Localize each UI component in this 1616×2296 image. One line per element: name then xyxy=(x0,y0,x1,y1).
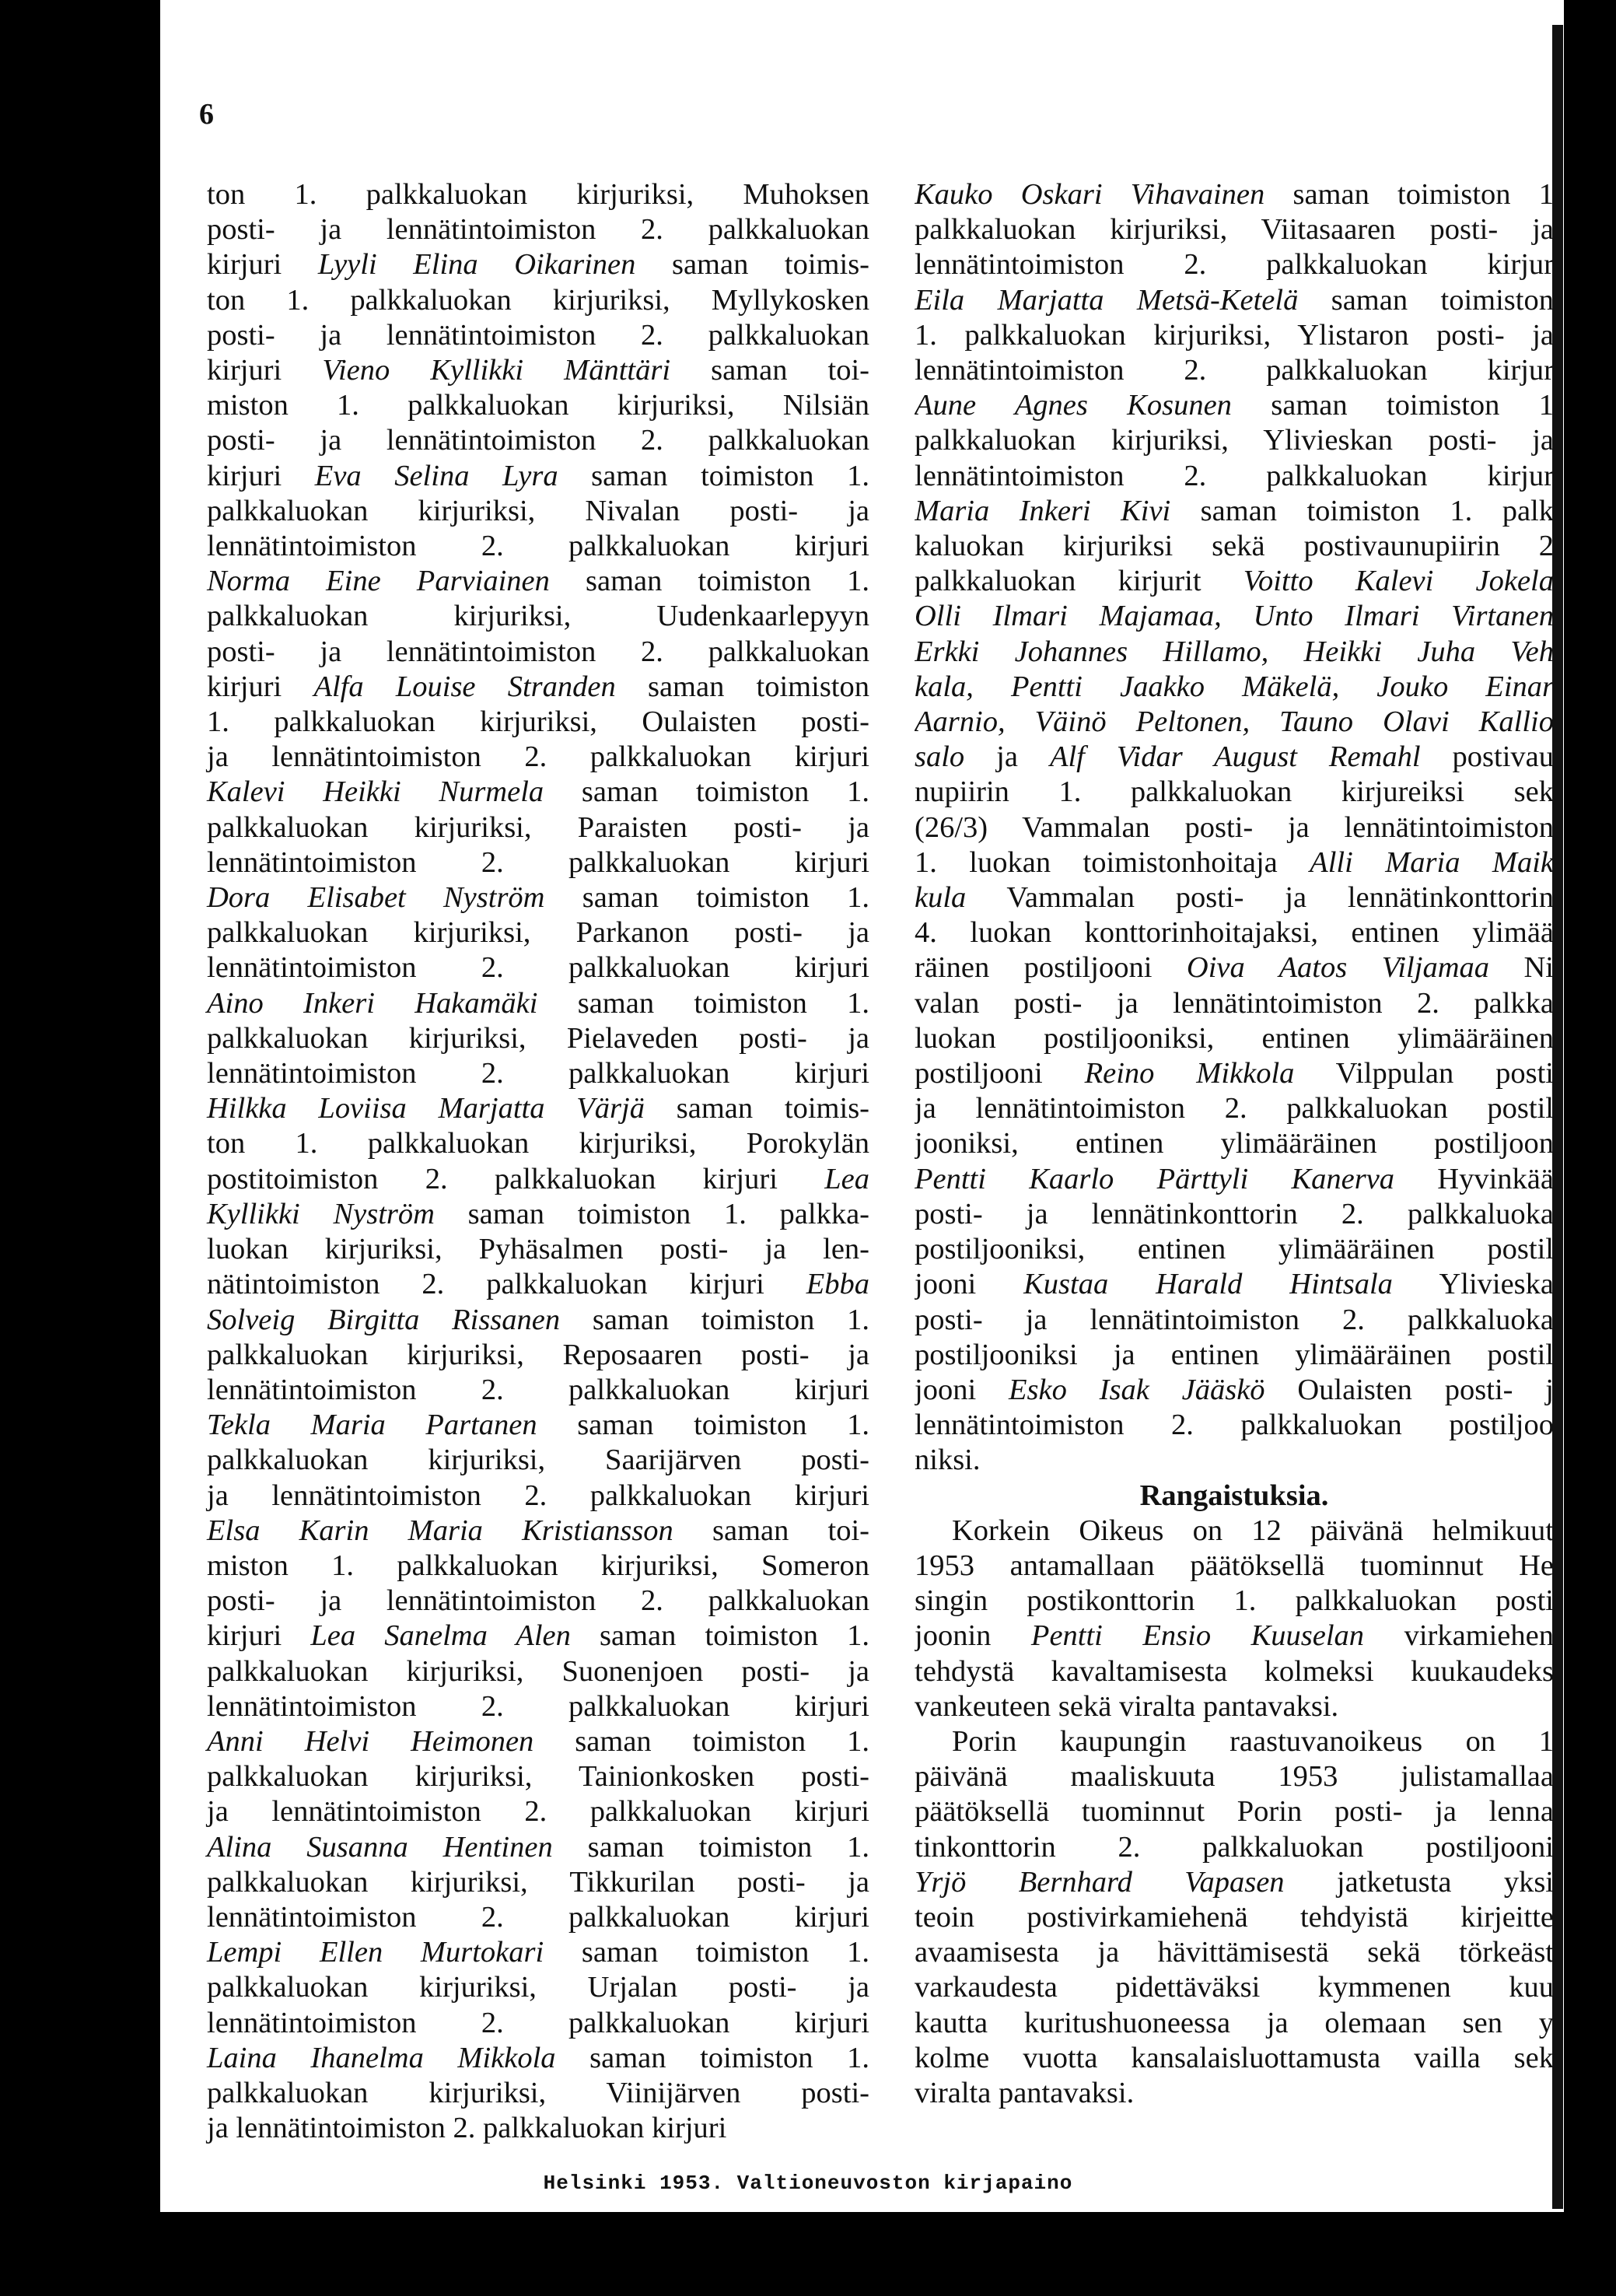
text-line: Eila Marjatta Metsä-Ketelä saman toimiston xyxy=(915,283,1554,317)
text-line: Anni Helvi Heimonen saman toimiston 1. xyxy=(207,1724,869,1758)
text-line: ton 1. palkkaluokan kirjuriksi, Myllykosken xyxy=(207,283,869,317)
text-line: 1. palkkaluokan kirjuriksi, Oulaisten posti- xyxy=(207,705,869,739)
text-line: varkaudesta pidettäväksi kymmenen kuu xyxy=(915,1971,1554,2004)
text-line: palkkaluokan kirjuriksi, Viinijärven posti- xyxy=(207,2076,869,2109)
text-line: päivänä maaliskuuta 1953 julistamallaa xyxy=(915,1760,1554,1794)
text-line: avaamisesta ja hävittämisestä sekä törkeäst xyxy=(915,1936,1554,1969)
text-line: Tekla Maria Partanen saman toimiston 1. xyxy=(207,1409,869,1442)
text-line: lennätintoimiston 2. palkkaluokan kirjuri xyxy=(207,845,869,879)
text-line: miston 1. palkkaluokan kirjuriksi, Nilsiän xyxy=(207,389,869,422)
text-line: lennätintoimiston 2. palkkaluokan kirjur xyxy=(915,248,1554,282)
text-line: Norma Eine Parviainen saman toimiston 1. xyxy=(207,565,869,598)
text-line: ton 1. palkkaluokan kirjuriksi, Porokylän xyxy=(207,1127,869,1160)
scan-border-right xyxy=(1564,0,1616,2296)
text-line: posti- ja lennätintoimiston 2. palkkaluokan xyxy=(207,635,869,668)
text-line: Maria Inkeri Kivi saman toimiston 1. palk xyxy=(915,494,1554,527)
text-line: ja lennätintoimiston 2. palkkaluokan kirjuri xyxy=(207,1795,869,1829)
text-line: kirjuri Alfa Louise Stranden saman toimiston xyxy=(207,670,870,703)
text-line: Solveig Birgitta Rissanen saman toimiston 1. xyxy=(207,1303,869,1336)
text-line: Yrjö Bernhard Vapasen jatketusta yksi xyxy=(915,1865,1554,1899)
text-line: miston 1. palkkaluokan kirjuriksi, Someron xyxy=(207,1549,869,1582)
text-line: Laina Ihanelma Mikkola saman toimiston 1. xyxy=(207,2041,869,2074)
text-line: lennätintoimiston 2. palkkaluokan kirjuri xyxy=(207,951,869,985)
text-line: palkkaluokan kirjuriksi, Paraisten posti- ja xyxy=(207,810,869,844)
text-line: kirjuri Eva Selina Lyra saman toimiston 1. xyxy=(207,459,869,492)
right-text-column xyxy=(915,177,1554,2111)
text-line: Alina Susanna Hentinen saman toimiston 1. xyxy=(207,1830,869,1864)
text-line: lennätintoimiston 2. palkkaluokan kirjur xyxy=(915,354,1554,387)
text-line: ja lennätintoimiston 2. palkkaluokan kirjuri xyxy=(207,2112,727,2145)
text-line: Aune Agnes Kosunen saman toimiston 1 xyxy=(915,389,1554,422)
text-line: kirjuri Lyyli Elina Oikarinen saman toimis- xyxy=(207,248,870,282)
text-line: Kyllikki Nyström saman toimiston 1. palkka- xyxy=(207,1197,870,1230)
text-line: Aarnio, Väinö Peltonen, Tauno Olavi Kallio xyxy=(915,705,1554,739)
text-line: Dora Elisabet Nyström saman toimiston 1. xyxy=(207,881,869,915)
text-line: kirjuri Lea Sanelma Alen saman toimiston 1. xyxy=(207,1619,869,1653)
text-line: kolme vuotta kansalaisluottamusta vailla sek xyxy=(915,2041,1554,2074)
text-line: Olli Ilmari Majamaa, Unto Ilmari Virtanen xyxy=(915,600,1554,633)
text-line: luokan postiljooniksi, entinen ylimääräinen xyxy=(915,1021,1554,1055)
text-line: posti- ja lennätinkonttorin 2. palkkaluoka xyxy=(915,1197,1554,1230)
text-line: postiljooniksi, entinen ylimääräinen postil xyxy=(915,1233,1554,1266)
scan-border-left xyxy=(0,0,160,2296)
text-line: nätintoimiston 2. palkkaluokan kirjuri Ebba xyxy=(207,1268,869,1301)
text-line: tehdystä kavaltamisesta kolmeksi kuukaudeks xyxy=(915,1654,1554,1688)
text-line: palkkaluokan kirjuriksi, Viitasaaren posti- ja xyxy=(915,213,1554,247)
text-line: lennätintoimiston 2. palkkaluokan kirjuri xyxy=(207,530,869,563)
text-line: palkkaluokan kirjuriksi, Nivalan posti- ja xyxy=(207,494,869,527)
text-line: kala, Pentti Jaakko Mäkelä, Jouko Einar xyxy=(915,670,1554,703)
text-line: palkkaluokan kirjuriksi, Ylivieskan posti- ja xyxy=(915,424,1554,457)
text-line: teoin postivirkamiehenä tehdyistä kirjeitte xyxy=(915,1900,1554,1934)
text-line: palkkaluokan kirjuriksi, Tainionkosken posti- xyxy=(207,1760,869,1794)
text-line: posti- ja lennätintoimiston 2. palkkaluokan xyxy=(207,424,869,457)
text-line: lennätintoimiston 2. palkkaluokan kirjuri xyxy=(207,1689,869,1723)
text-line: palkkaluokan kirjuriksi, Urjalan posti- ja xyxy=(207,1971,869,2004)
text-line: Lempi Ellen Murtokari saman toimiston 1. xyxy=(207,1936,869,1969)
left-text-column xyxy=(207,177,869,2146)
text-line: posti- ja lennätintoimiston 2. palkkaluoka xyxy=(915,1303,1554,1336)
text-line: Erkki Johannes Hillamo, Heikki Juha Veh xyxy=(915,635,1554,668)
text-line: palkkaluokan kirjuriksi, Saarijärven posti- xyxy=(207,1444,869,1477)
text-line: lennätintoimiston 2. palkkaluokan kirjuri xyxy=(207,1900,869,1934)
text-line: nupiirin 1. palkkaluokan kirjureiksi sek xyxy=(915,775,1554,809)
text-line: posti- ja lennätintoimiston 2. palkkaluokan xyxy=(207,213,869,247)
text-line: lennätintoimiston 2. palkkaluokan kirjur xyxy=(915,459,1554,492)
text-line: kirjuri Vieno Kyllikki Mänttäri saman toi- xyxy=(207,354,869,387)
text-line: viralta pantavaksi. xyxy=(915,2076,1135,2109)
text-line: Pentti Kaarlo Pärttyli Kanerva Hyvinkää xyxy=(915,1162,1554,1195)
text-line: salo ja Alf Vidar August Remahl postivau xyxy=(915,740,1554,774)
text-line: postitoimiston 2. palkkaluokan kirjuri Lea xyxy=(207,1162,869,1195)
text-line: joonin Pentti Ensio Kuuselan virkamiehen xyxy=(915,1619,1554,1653)
text-line: kautta kuritushuoneessa ja olemaan sen y xyxy=(915,2006,1554,2039)
text-line: Kauko Oskari Vihavainen saman toimiston 1 xyxy=(915,178,1554,211)
text-line: palkkaluokan kirjuriksi, Suonenjoen posti- ja xyxy=(207,1654,869,1688)
text-line: ton 1. palkkaluokan kirjuriksi, Muhoksen xyxy=(207,178,869,211)
text-line: lennätintoimiston 2. palkkaluokan kirjuri xyxy=(207,2006,869,2039)
text-line: 1953 antamallaan päätöksellä tuominnut He xyxy=(915,1549,1554,1582)
text-line: jooniksi, entinen ylimääräinen postiljoon xyxy=(915,1127,1554,1160)
text-line: palkkaluokan kirjuriksi, Parkanon posti- ja xyxy=(207,916,869,950)
text-line: kaluokan kirjuriksi sekä postivaunupiirin 2 xyxy=(915,530,1554,563)
text-line: Elsa Karin Maria Kristiansson saman toi- xyxy=(207,1514,869,1547)
printer-imprint: Helsinki 1953. Valtioneuvoston kirjapaino xyxy=(543,2172,1073,2195)
section-heading: Rangaistuksia. xyxy=(1139,1479,1329,1512)
text-line: kula Vammalan posti- ja lennätinkonttorin xyxy=(915,881,1554,915)
text-line: vankeuteen sekä viralta pantavaksi. xyxy=(915,1689,1339,1723)
page-number: 6 xyxy=(199,98,214,131)
text-line: valan posti- ja lennätintoimiston 2. palkka xyxy=(915,986,1554,1020)
text-line: Porin kaupungin raastuvanoikeus on 1 xyxy=(952,1724,1554,1758)
text-line: ja lennätintoimiston 2. palkkaluokan postil xyxy=(915,1092,1554,1125)
text-line: lennätintoimiston 2. palkkaluokan postiljoo xyxy=(915,1409,1554,1442)
column-edge-rule xyxy=(1552,25,1563,2209)
text-line: palkkaluokan kirjurit Voitto Kalevi Jokela xyxy=(915,565,1554,598)
text-line: niksi. xyxy=(915,1444,981,1477)
text-line: palkkaluokan kirjuriksi, Uudenkaarlepyyn xyxy=(207,600,869,633)
text-line: räinen postiljooni Oiva Aatos Viljamaa Ni xyxy=(915,951,1554,985)
text-line: postiljooniksi ja entinen ylimääräinen postil xyxy=(915,1338,1554,1371)
text-line: Kalevi Heikki Nurmela saman toimiston 1. xyxy=(207,775,869,809)
text-line: 4. luokan konttorinhoitajaksi, entinen ylimää xyxy=(915,916,1554,950)
text-line: 1. luokan toimistonhoitaja Alli Maria Maik xyxy=(915,845,1554,879)
text-line: (26/3) Vammalan posti- ja lennätintoimiston xyxy=(915,810,1554,844)
text-line: palkkaluokan kirjuriksi, Reposaaren posti- ja xyxy=(207,1338,869,1371)
text-line: Korkein Oikeus on 12 päivänä helmikuut xyxy=(952,1514,1554,1547)
text-line: lennätintoimiston 2. palkkaluokan kirjuri xyxy=(207,1057,869,1090)
text-line: lennätintoimiston 2. palkkaluokan kirjuri xyxy=(207,1373,869,1406)
text-line: Hilkka Loviisa Marjatta Värjä saman toimis- xyxy=(207,1092,869,1125)
text-line: luokan kirjuriksi, Pyhäsalmen posti- ja len- xyxy=(207,1233,869,1266)
scan-border-bottom xyxy=(0,2212,1616,2296)
text-line: palkkaluokan kirjuriksi, Tikkurilan posti- ja xyxy=(207,1865,869,1899)
text-line: palkkaluokan kirjuriksi, Pielaveden posti- ja xyxy=(207,1021,869,1055)
text-line: 1. palkkaluokan kirjuriksi, Ylistaron posti- ja xyxy=(915,318,1554,352)
text-line: päätöksellä tuominnut Porin posti- ja lenna xyxy=(915,1795,1554,1829)
text-line: posti- ja lennätintoimiston 2. palkkaluokan xyxy=(207,318,869,352)
text-line: postiljooni Reino Mikkola Vilppulan posti xyxy=(915,1057,1554,1090)
text-line: singin postikonttorin 1. palkkaluokan posti xyxy=(915,1584,1554,1618)
text-line: jooni Kustaa Harald Hintsala Ylivieska xyxy=(915,1268,1554,1301)
text-line: jooni Esko Isak Jääskö Oulaisten posti- j xyxy=(915,1373,1554,1406)
text-line: ja lennätintoimiston 2. palkkaluokan kirjuri xyxy=(207,740,869,774)
text-line: ja lennätintoimiston 2. palkkaluokan kirjuri xyxy=(207,1479,869,1512)
text-line: posti- ja lennätintoimiston 2. palkkaluokan xyxy=(207,1584,869,1618)
text-line: tinkonttorin 2. palkkaluokan postiljooni xyxy=(915,1830,1554,1864)
text-line: Aino Inkeri Hakamäki saman toimiston 1. xyxy=(207,986,870,1020)
